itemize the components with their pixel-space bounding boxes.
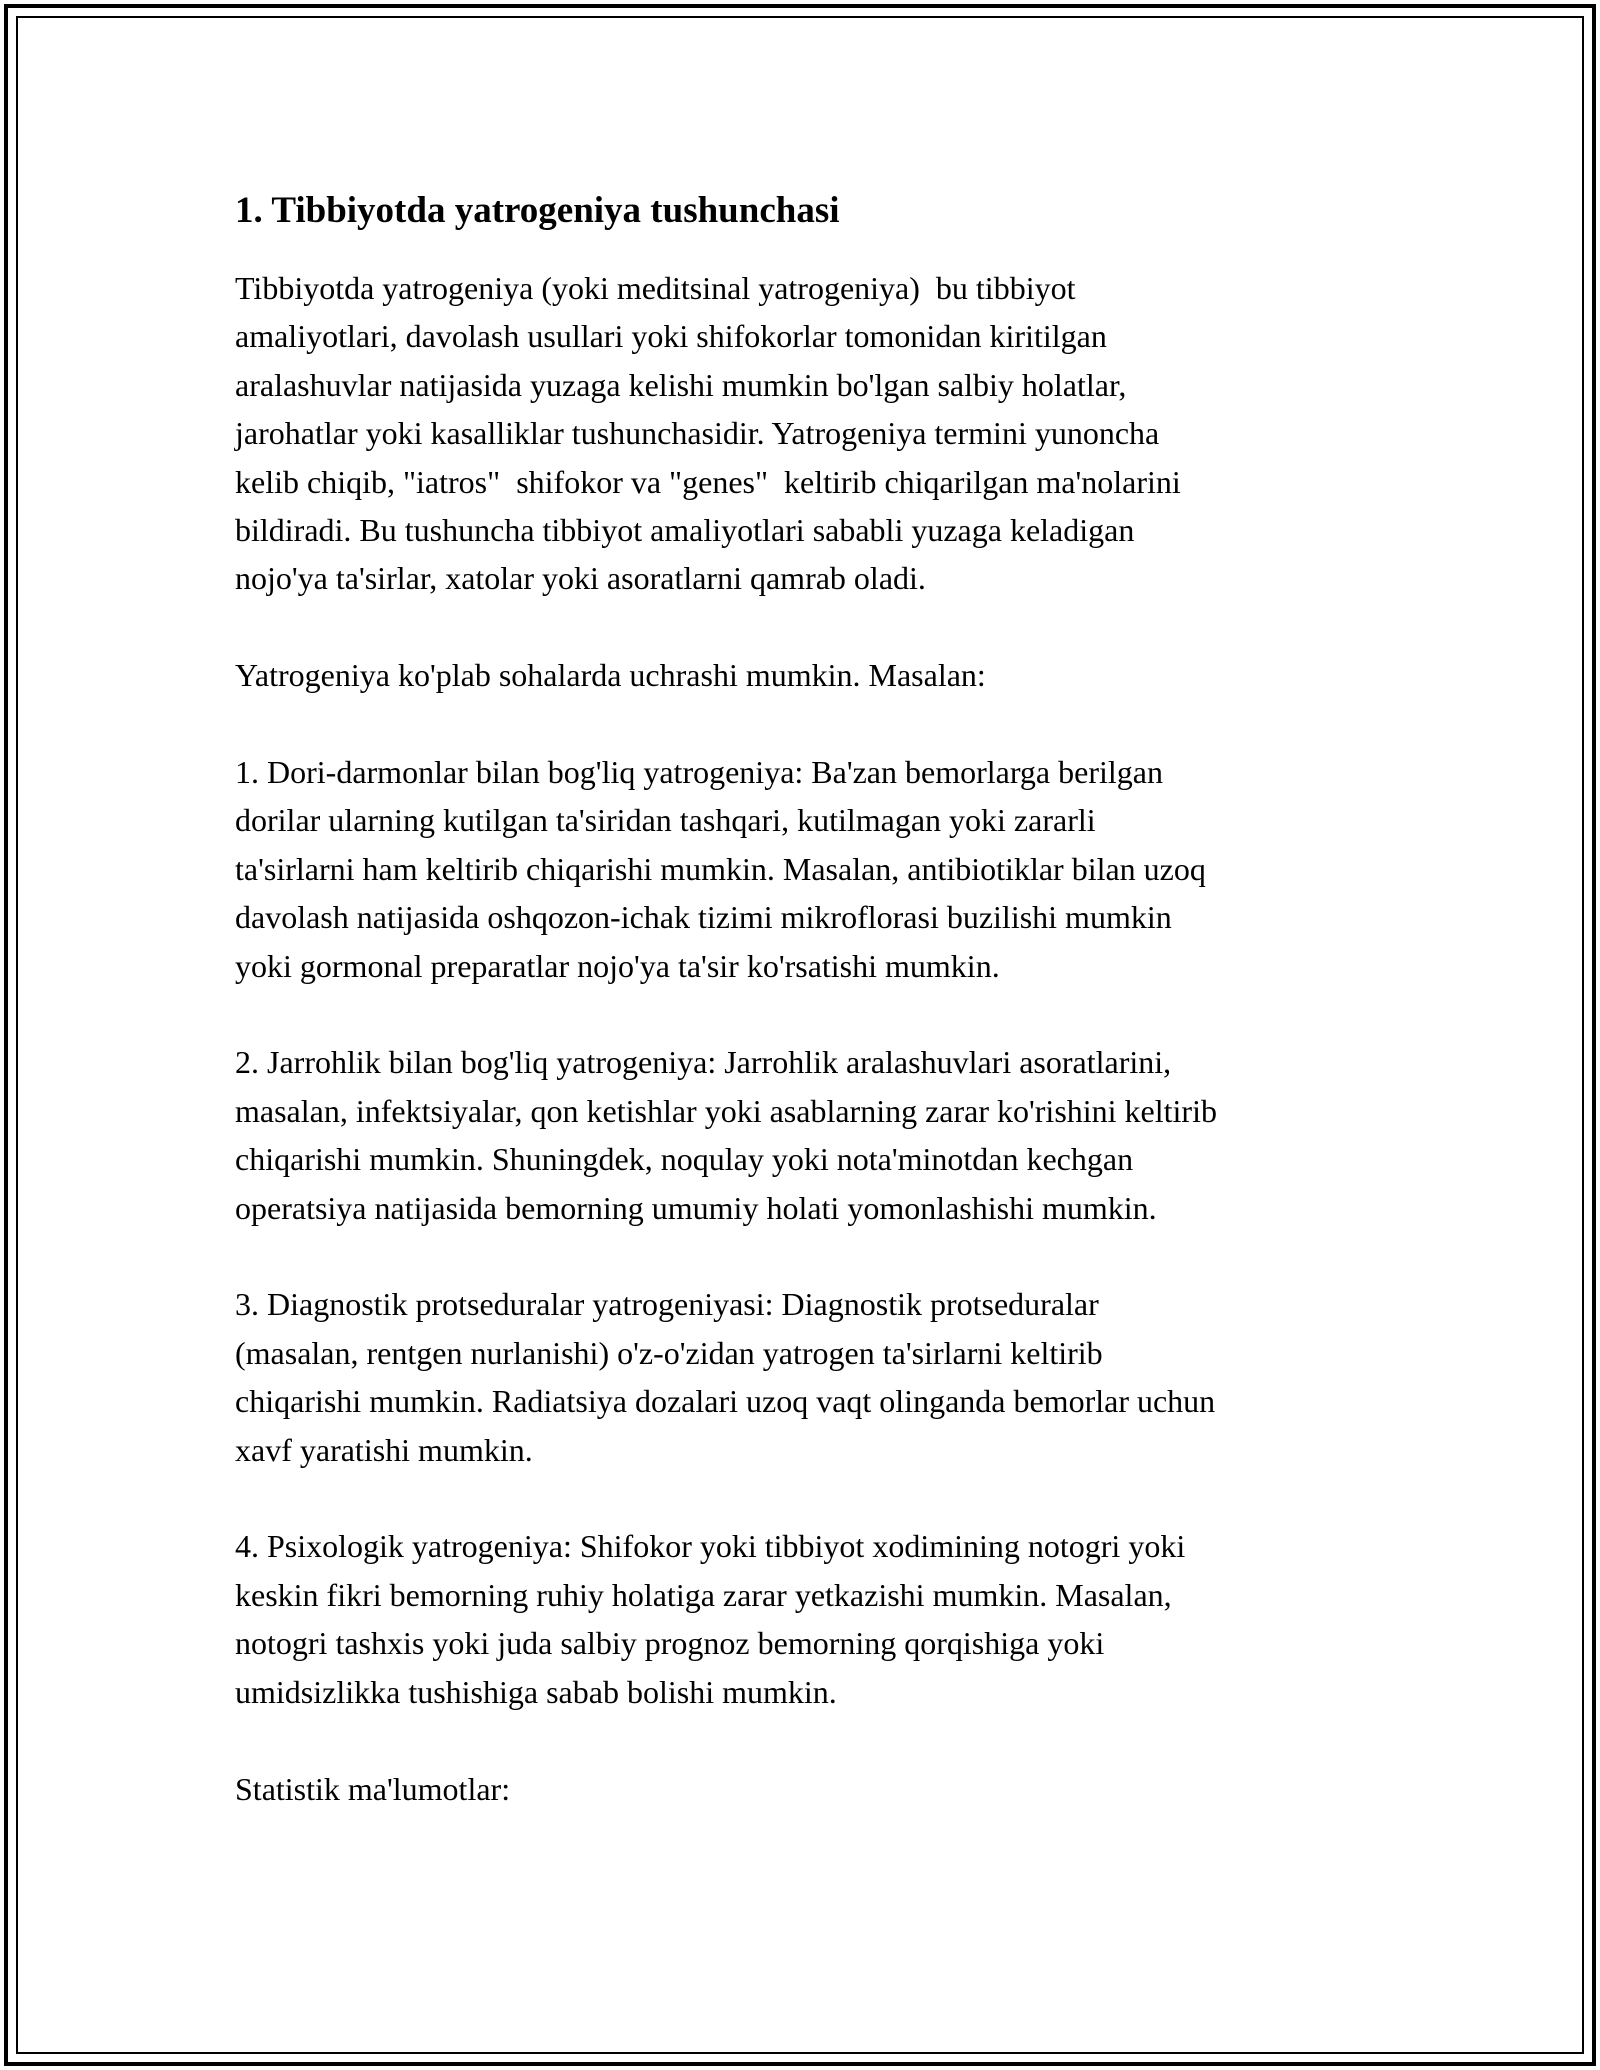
text-line: 1. Dori-darmonlar bilan bog'liq yatrogeniya: Ba'zan bemorlarga berilgan (235, 754, 1163, 791)
paragraph-item-4 (235, 1522, 1405, 1716)
paragraph-item-1 (235, 748, 1405, 990)
text-line: chiqarishi mumkin. Shuningdek, noqulay yoki nota'minotdan kechgan (235, 1141, 1134, 1178)
text-line: ta'sirlarni ham keltirib chiqarishi mumkin. Masalan, antibiotiklar bilan uzoq (235, 850, 1206, 887)
text-line: (masalan, rentgen nurlanishi) o'z-o'zidan yatrogen ta'sirlarni keltirib (235, 1334, 1103, 1371)
text-line: aralashuvlar natijasida yuzaga kelishi mumkin bo'lgan salbiy holatlar, (235, 366, 1127, 403)
text-line: jarohatlar yoki kasalliklar tushunchasidir. Yatrogeniya termini yunoncha (235, 415, 1160, 452)
text-line: operatsiya natijasida bemorning umumiy holati yomonlashishi mumkin. (235, 1189, 1157, 1226)
document-body (235, 186, 1405, 1861)
text-line: chiqarishi mumkin. Radiatsiya dozalari uzoq vaqt olinganda bemorlar uchun (235, 1383, 1216, 1420)
text-line: yoki gormonal preparatlar nojo'ya ta'sir ko'rsatishi mumkin. (235, 947, 1000, 984)
text-line: 4. Psixologik yatrogeniya: Shifokor yoki tibbiyot xodimining notogri yoki (235, 1528, 1186, 1565)
text-line: masalan, infektsiyalar, qon ketishlar yoki asablarning zarar ko'rishini keltirib (235, 1092, 1217, 1129)
paragraph-statistics-heading (235, 1765, 1405, 1813)
text-line: bildiradi. Bu tushuncha tibbiyot amaliyotlari sababli yuzaga keladigan (235, 512, 1135, 549)
text-line: 3. Diagnostik protseduralar yatrogeniyasi: Diagnostik protseduralar (235, 1286, 1099, 1323)
text-line: Statistik ma'lumotlar: (235, 1770, 511, 1807)
text-line: notogri tashxis yoki juda salbiy prognoz bemorning qorqishiga yoki (235, 1625, 1105, 1662)
page-title: 1. Tibbiyotda yatrogeniya tushunchasi (235, 190, 840, 231)
text-line: dorilar ularning kutilgan ta'siridan tashqari, kutilmagan yoki zararli (235, 802, 1096, 839)
text-line: xavf yaratishi mumkin. (235, 1431, 533, 1468)
text-line: 2. Jarrohlik bilan bog'liq yatrogeniya: Jarrohlik aralashuvlari asoratlarini, (235, 1044, 1172, 1081)
text-line: keskin fikri bemorning ruhiy holatiga zarar yetkazishi mumkin. Masalan, (235, 1576, 1172, 1613)
text-line: nojo'ya ta'sirlar, xatolar yoki asoratlarni qamrab oladi. (235, 560, 926, 597)
text-line: umidsizlikka tushishiga sabab bolishi mumkin. (235, 1673, 837, 1710)
paragraph-intro-examples (235, 651, 1405, 699)
paragraph-item-2 (235, 1038, 1405, 1232)
text-line: davolash natijasida oshqozon-ichak tizimi mikroflorasi buzilishi mumkin (235, 899, 1172, 936)
paragraph-definition (235, 264, 1405, 603)
text-line: Yatrogeniya ko'plab sohalarda uchrashi mumkin. Masalan: (235, 657, 986, 694)
paragraph-item-3 (235, 1280, 1405, 1474)
text-line: Tibbiyotda yatrogeniya (yoki meditsinal yatrogeniya) bu tibbiyot (235, 270, 1076, 306)
text-line: kelib chiqib, "iatros" shifokor va "genes" keltirib chiqarilgan ma'nolarini (235, 463, 1181, 500)
text-line: amaliyotlari, davolash usullari yoki shifokorlar tomonidan kiritilgan (235, 318, 1107, 355)
